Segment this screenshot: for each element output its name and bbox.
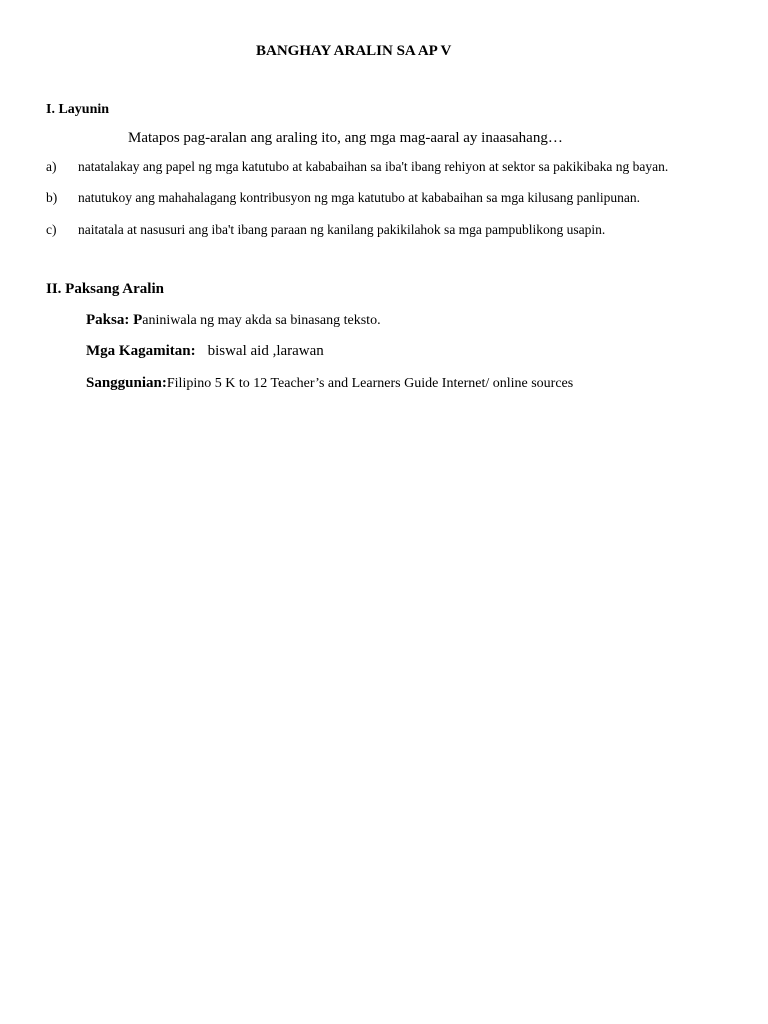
objective-item bbox=[46, 222, 605, 238]
objective-text: natutukoy ang mahahalagang kontribusyon ng mga katutubo at kababaihan sa mga kilusang panlipunan. bbox=[78, 190, 640, 205]
objective-text: naitatala at nasusuri ang iba't ibang paraan ng kanilang pakikilahok sa mga pampublikong usapin. bbox=[78, 222, 606, 237]
sanggunian-row bbox=[86, 375, 573, 392]
kagamitan-value: biswal aid ,larawan bbox=[207, 343, 324, 359]
list-marker: a) bbox=[46, 159, 57, 174]
section-heading-paksang-aralin: II. Paksang Aralin bbox=[46, 281, 164, 297]
objective-item bbox=[46, 159, 668, 175]
paksa-label: Paksa: P bbox=[86, 312, 143, 328]
objective-text: natatalakay ang papel ng mga katutubo at kababaihan sa iba't ibang rehiyon at sektor sa pakikibaka ng bayan. bbox=[78, 159, 669, 174]
document-title: BANGHAY ARALIN SA AP V bbox=[256, 43, 452, 59]
list-marker: b) bbox=[46, 190, 58, 205]
paksa-value: aniniwala ng may akda sa binasang teksto. bbox=[142, 313, 381, 328]
objectives-intro: Matapos pag-aralan ang araling ito, ang mga mag-aaral ay inaasahang… bbox=[128, 130, 563, 146]
sanggunian-value: Filipino 5 K to 12 Teacher’s and Learners Guide Internet/ online sources bbox=[166, 376, 574, 391]
sanggunian-label: Sanggunian: bbox=[86, 375, 167, 391]
kagamitan-label: Mga Kagamitan: bbox=[86, 343, 196, 359]
kagamitan-row bbox=[86, 343, 324, 360]
objective-item bbox=[46, 190, 640, 206]
section-heading-layunin: I. Layunin bbox=[46, 102, 110, 117]
list-marker: c) bbox=[46, 222, 57, 237]
paksa-row bbox=[86, 312, 381, 329]
